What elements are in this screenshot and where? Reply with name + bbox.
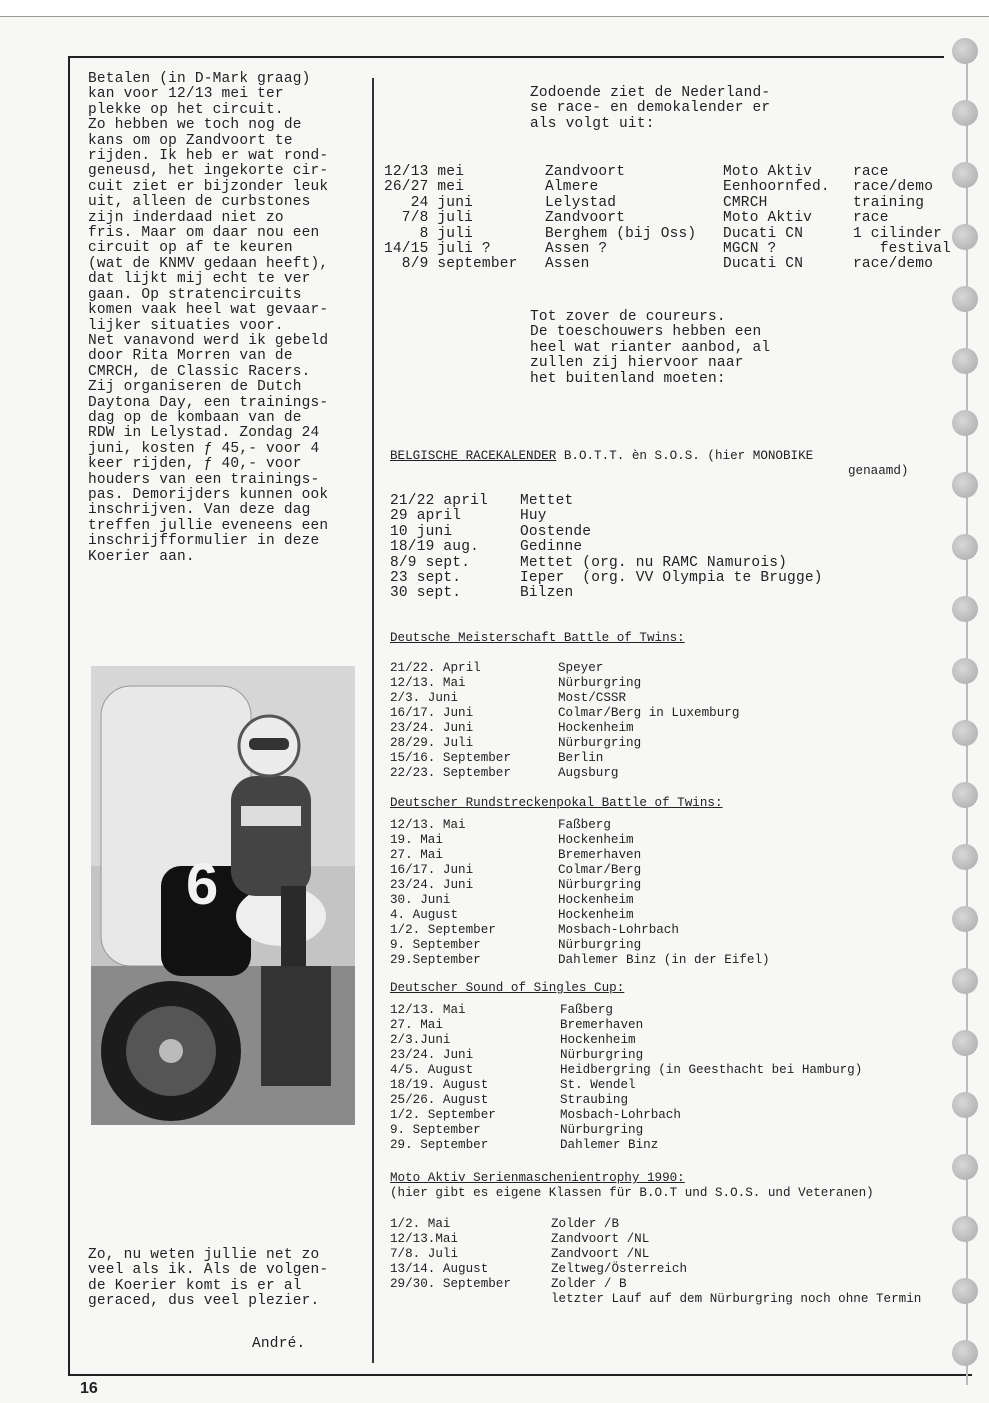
belgian-row-place: Mettet (org. nu RAMC Namurois) (520, 554, 788, 571)
binder-hole (952, 720, 978, 746)
rundstrecken-row (390, 938, 770, 953)
dutch-row-type: race/demo (853, 179, 934, 196)
singles-row-place: Nürburgring (560, 1048, 644, 1062)
binder-hole (952, 100, 978, 126)
singles-row-place: Bremerhaven (560, 1018, 644, 1032)
belgian-row (390, 571, 823, 586)
singles-row (390, 1138, 862, 1153)
dutch-row (384, 196, 951, 211)
binder-hole (952, 1278, 978, 1304)
rundstrecken-row-date: 29.September (390, 953, 481, 967)
signature: André. (252, 1336, 306, 1352)
dutch-row-place: Zandvoort (545, 210, 626, 227)
belgian-row (390, 494, 823, 509)
moto-aktiv-row-place: letzter Lauf auf dem Nürburgring noch ohne Termin (551, 1292, 922, 1306)
page-top-edge (0, 0, 989, 17)
frame-top-line (68, 56, 944, 58)
rundstrecken-row-date: 9. September (390, 938, 481, 952)
singles-row-date: 18/19. August (390, 1078, 489, 1092)
dutch-row (384, 180, 951, 195)
rundstrecken-row-place: Hockenheim (558, 908, 634, 922)
binder-hole (952, 782, 978, 808)
moto-aktiv-row-date (390, 1292, 551, 1307)
binder-hole (952, 224, 978, 250)
moto-aktiv-row-date: 29/30. September (390, 1277, 511, 1291)
meisterschaft-row (390, 766, 739, 781)
dutch-row-date: 24 juni (384, 194, 474, 211)
moto-aktiv-row (390, 1292, 921, 1307)
singles-row-date: 2/3.Juni (390, 1033, 451, 1047)
binder-hole (952, 1030, 978, 1056)
singles-row-date: 23/24. Juni (390, 1048, 474, 1062)
belgian-calendar-table (390, 494, 823, 602)
moto-aktiv-row-place: Zandvoort /NL (551, 1232, 650, 1246)
german-rundstreckenpokal-heading: Deutscher Rundstreckenpokal Battle of Twins: (390, 796, 723, 810)
dutch-row-type: race (853, 164, 889, 180)
singles-row-date: 9. September (390, 1123, 481, 1137)
meisterschaft-row-place: Most/CSSR (558, 691, 627, 705)
binder-hole (952, 658, 978, 684)
rundstrecken-row-date: 30. Juni (390, 893, 451, 907)
dutch-row-date: 14/15 juli ? (384, 241, 491, 258)
rundstrecken-row-place: Mosbach-Lohrbach (558, 923, 679, 937)
binder-hole (952, 38, 978, 64)
moto-aktiv-row-date: 1/2. Mai (390, 1217, 451, 1231)
binder-hole (952, 534, 978, 560)
rundstrecken-row (390, 833, 770, 848)
german-meisterschaft-heading: Deutsche Meisterschaft Battle of Twins: (390, 631, 685, 645)
moto-aktiv-heading: Moto Aktiv Serienmaschenientrophy 1990: (390, 1171, 685, 1185)
binder-hole (952, 286, 978, 312)
german-meisterschaft-table (390, 661, 739, 781)
moto-aktiv-row-date: 13/14. August (390, 1262, 489, 1276)
dutch-row-place: Berghem (bij Oss) (545, 225, 697, 242)
meisterschaft-row-date: 23/24. Juni (390, 721, 474, 735)
meisterschaft-row-date: 28/29. Juli (390, 736, 474, 750)
binder-hole (952, 596, 978, 622)
belgian-row-place: Gedinne (520, 539, 583, 556)
belgian-row (390, 540, 823, 555)
dutch-calendar-table (384, 165, 951, 273)
binder-hole (952, 348, 978, 374)
sound-of-singles-table (390, 1003, 862, 1153)
meisterschaft-row-date: 22/23. September (390, 766, 511, 780)
belgian-row-date: 18/19 aug. (390, 539, 480, 556)
dutch-row-type: festival (853, 241, 951, 258)
meisterschaft-row-place: Speyer (558, 661, 604, 675)
rundstrecken-row-date: 23/24. Juni (390, 878, 474, 892)
article-paragraph: Betalen (in D-Mark graag) kan voor 12/13 mei ter plekke op het circuit. Zo hebben we toch nog de kans om op Zandvoort te rijden. Ik heb er wat rond- geneusd, het ingekorte cir- cuit ziet er bijzonder leuk uit, alleen de curbstones zijn inderdaad niet zo fris. Maar om daar nou een circuit op af te keuren (wat de KNMV gedaan heeft), dat lijkt mij echt te ver gaan. Op stratencircuits komen vaak heel wat gevaar- lijker situaties voor. Net vanavond werd ik gebeld door Rita Morren van de CMRCH, de Classic Racers. Zij organiseren de Dutch Daytona Day, een trainings- dag op de kombaan van de RDW in Lelystad. Zondag 24 juni, kosten ƒ 45,- voor 4 keer rijden, ƒ 40,- voor houders van een trainings- pas. Demorijders kunnen ook inschrijven. Van deze dag treffen jullie eveneens een inschrijfformulier in deze Koerier aan. (88, 71, 329, 565)
moto-aktiv-row-place: Zolder / B (551, 1277, 627, 1291)
belgian-row-date: 30 sept. (390, 585, 462, 602)
rundstrecken-row-place: Bremerhaven (558, 848, 642, 862)
meisterschaft-row (390, 691, 739, 706)
meisterschaft-row-date: 12/13. Mai (390, 676, 466, 690)
dutch-row-place: Almere (545, 179, 599, 196)
rundstrecken-row (390, 908, 770, 923)
rundstrecken-row (390, 923, 770, 938)
rundstrecken-row-place: Faßberg (558, 818, 611, 832)
rundstrecken-row-place: Hockenheim (558, 833, 634, 847)
belgian-heading-rest: B.O.T.T. èn S.O.S. (hier MONOBIKE (556, 449, 814, 463)
belgian-heading-line (390, 449, 813, 464)
dutch-row-date: 12/13 mei (384, 164, 465, 180)
singles-row-date: 25/26. August (390, 1093, 489, 1107)
moto-aktiv-row-place: Zandvoort /NL (551, 1247, 650, 1261)
rundstrecken-row-place: Colmar/Berg (558, 863, 642, 877)
belgian-row (390, 556, 823, 571)
meisterschaft-row-place: Nürburgring (558, 736, 642, 750)
meisterschaft-row-date: 16/17. Juni (390, 706, 474, 720)
meisterschaft-row (390, 706, 739, 721)
singles-row (390, 1018, 862, 1033)
closing-paragraph: Zo, nu weten jullie net zo veel als ik. Als de volgen- de Koerier komt is er al geraced, dus veel plezier. (88, 1247, 329, 1310)
moto-aktiv-subheading: (hier gibt es eigene Klassen für B.O.T und S.O.S. und Veteranen) (390, 1186, 874, 1200)
belgian-row-place: Ieper (org. VV Olympia te Brugge) (520, 570, 823, 587)
meisterschaft-row-date: 15/16. September (390, 751, 511, 765)
dutch-intro: Zodoende ziet de Nederland- se race- en demokalender er als volgt uit: (530, 85, 771, 132)
meisterschaft-row (390, 676, 739, 691)
dutch-row-org: CMRCH (723, 194, 768, 211)
singles-row (390, 1048, 862, 1063)
dutch-row-place: Lelystad (545, 194, 617, 211)
moto-aktiv-row-place: Zolder /B (551, 1217, 620, 1231)
belgian-row-place: Oostende (520, 523, 592, 540)
rundstrecken-row-place: Nürburgring (558, 938, 642, 952)
page-number: 16 (80, 1380, 98, 1397)
singles-row-place: Dahlemer Binz (560, 1138, 659, 1152)
dutch-row-date: 7/8 juli (384, 210, 474, 227)
meisterschaft-row (390, 661, 739, 676)
belgian-heading: BELGISCHE RACEKALENDER (390, 449, 557, 463)
rundstrecken-row-place: Dahlemer Binz (in der Eifel) (558, 953, 770, 967)
rundstrecken-row (390, 863, 770, 878)
moto-aktiv-row-date: 7/8. Juli (390, 1247, 459, 1261)
rundstrecken-row-date: 19. Mai (390, 833, 443, 847)
dutch-row-org: Ducati CN (723, 256, 804, 273)
binder-hole (952, 162, 978, 188)
binder-hole (952, 1092, 978, 1118)
motorcycle-rider-image (91, 666, 355, 1125)
rundstrecken-row (390, 893, 770, 908)
frame-left-line (68, 56, 70, 1376)
dutch-row-place: Zandvoort (545, 164, 626, 180)
meisterschaft-row-place: Augsburg (558, 766, 619, 780)
column-divider (372, 78, 374, 1363)
singles-row-place: Mosbach-Lohrbach (560, 1108, 681, 1122)
belgian-row-place: Bilzen (520, 585, 574, 602)
singles-row-date: 29. September (390, 1138, 489, 1152)
dutch-row-place: Assen ? (545, 241, 608, 258)
rundstrecken-row (390, 848, 770, 863)
moto-aktiv-table (390, 1217, 921, 1307)
dutch-row (384, 227, 951, 242)
dutch-row-type: training (853, 194, 925, 211)
dutch-row-date: 8/9 september (384, 256, 518, 273)
singles-row (390, 1093, 862, 1108)
meisterschaft-row-date: 21/22. April (390, 661, 481, 675)
race-number: 6 (186, 852, 219, 917)
belgian-row-date: 10 juni (390, 523, 453, 540)
rundstrecken-row (390, 818, 770, 833)
binder-hole (952, 1340, 978, 1366)
moto-aktiv-row-date: 12/13.Mai (390, 1232, 459, 1246)
rundstrecken-row-date: 12/13. Mai (390, 818, 466, 832)
moto-aktiv-row (390, 1247, 921, 1262)
rundstrecken-row-date: 1/2. September (390, 923, 496, 937)
dutch-row-org: Moto Aktiv (723, 210, 813, 227)
moto-aktiv-row (390, 1217, 921, 1232)
belgian-row-place: Mettet (520, 493, 574, 509)
moto-aktiv-row (390, 1262, 921, 1277)
singles-row (390, 1108, 862, 1123)
meisterschaft-row (390, 721, 739, 736)
singles-row-date: 27. Mai (390, 1018, 443, 1032)
singles-row (390, 1033, 862, 1048)
rundstrecken-row-place: Hockenheim (558, 893, 634, 907)
dutch-row (384, 165, 951, 180)
dutch-row (384, 211, 951, 226)
rider-photo (91, 666, 355, 1125)
dutch-row-date: 8 juli (384, 225, 474, 242)
belgian-row (390, 525, 823, 540)
binder-hole (952, 1154, 978, 1180)
singles-row-place: Heidbergring (in Geesthacht bei Hamburg) (560, 1063, 863, 1077)
singles-row-place: Straubing (560, 1093, 629, 1107)
binder-hole (952, 472, 978, 498)
binder-hole (952, 906, 978, 932)
moto-aktiv-row (390, 1232, 921, 1247)
meisterschaft-row-place: Colmar/Berg in Luxemburg (558, 706, 740, 720)
singles-row-place: Hockenheim (560, 1033, 636, 1047)
belgian-row-place: Huy (520, 508, 547, 525)
singles-row (390, 1063, 862, 1078)
binder-hole (952, 968, 978, 994)
singles-row-place: St. Wendel (560, 1078, 636, 1092)
meisterschaft-row-place: Nürburgring (558, 676, 642, 690)
meisterschaft-row (390, 751, 739, 766)
binder-hole (952, 844, 978, 870)
belgian-row-date: 21/22 april (390, 493, 488, 509)
moto-aktiv-row-place: Zeltweg/Österreich (551, 1262, 688, 1276)
binder-hole (952, 410, 978, 436)
dutch-row-org: Ducati CN (723, 225, 804, 242)
meisterschaft-row-place: Hockenheim (558, 721, 634, 735)
meisterschaft-row-date: 2/3. Juni (390, 691, 459, 705)
dutch-row-org: MGCN ? (723, 241, 777, 258)
rundstrecken-row-date: 4. August (390, 908, 459, 922)
dutch-row-type: race/demo (853, 256, 934, 273)
singles-row (390, 1003, 862, 1018)
rundstrecken-row (390, 878, 770, 893)
frame-bottom-line (68, 1374, 972, 1376)
dutch-row-date: 26/27 mei (384, 179, 465, 196)
german-rundstreckenpokal-table (390, 818, 770, 968)
rundstrecken-row-date: 16/17. Juni (390, 863, 474, 877)
singles-row (390, 1123, 862, 1138)
belgian-row-date: 29 april (390, 508, 462, 525)
meisterschaft-row (390, 736, 739, 751)
singles-row-date: 1/2. September (390, 1108, 496, 1122)
rundstrecken-row (390, 953, 770, 968)
rundstrecken-row-date: 27. Mai (390, 848, 443, 862)
meisterschaft-row-place: Berlin (558, 751, 604, 765)
singles-row-place: Nürburgring (560, 1123, 644, 1137)
belgian-row (390, 509, 823, 524)
rundstrecken-row-place: Nürburgring (558, 878, 642, 892)
dutch-row-type: race (853, 210, 889, 227)
singles-row-date: 12/13. Mai (390, 1003, 466, 1017)
dutch-row-place: Assen (545, 256, 590, 273)
belgian-row (390, 586, 823, 601)
singles-row-date: 4/5. August (390, 1063, 474, 1077)
dutch-row-type: 1 cilinder (853, 225, 943, 242)
dutch-row (384, 257, 951, 272)
binder-hole (952, 1216, 978, 1242)
belgian-row-date: 8/9 sept. (390, 554, 471, 571)
moto-aktiv-row (390, 1277, 921, 1292)
belgian-heading-rest2: genaamd) (848, 464, 909, 478)
dutch-row-org: Moto Aktiv (723, 164, 813, 180)
singles-row (390, 1078, 862, 1093)
dutch-outro: Tot zover de coureurs. De toeschouwers hebben een heel wat rianter aanbod, al zullen zij hiervoor naar het buitenland moeten: (530, 309, 771, 387)
dutch-row-org: Eenhoornfed. (723, 179, 830, 196)
sound-of-singles-heading: Deutscher Sound of Singles Cup: (390, 981, 625, 995)
dutch-row (384, 242, 951, 257)
belgian-row-date: 23 sept. (390, 570, 462, 587)
singles-row-place: Faßberg (560, 1003, 613, 1017)
